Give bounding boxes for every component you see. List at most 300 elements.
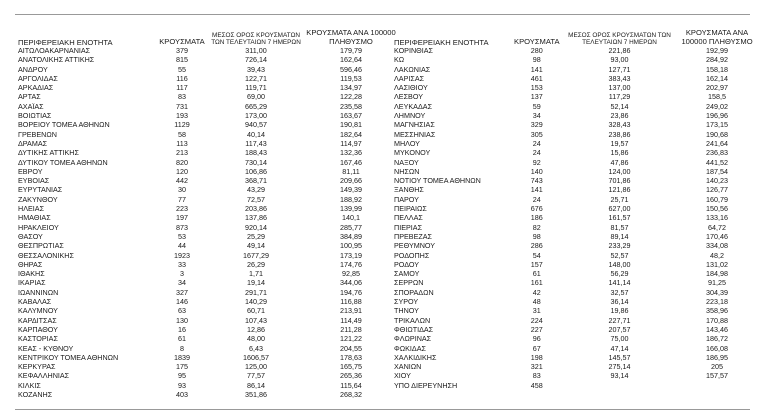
per100k-cell: 140,1 bbox=[342, 213, 360, 223]
cases-cell: 116 bbox=[176, 73, 188, 83]
avg-cell: 627,00 bbox=[608, 204, 631, 214]
cases-cell: 213 bbox=[176, 148, 188, 158]
region-cell: ΡΟΔΟΥ bbox=[394, 259, 420, 269]
avg-cell: 6,43 bbox=[249, 343, 263, 353]
per100k-header: ΚΡΟΥΣΜΑΤΑ ΑΝΑ 100000 ΠΛΗΘΥΣΜΟ bbox=[681, 28, 753, 46]
cases-header: ΚΡΟΥΣΜΑΤΑ bbox=[514, 36, 560, 46]
table-row bbox=[394, 46, 755, 55]
avg-cell: 19,57 bbox=[610, 138, 629, 148]
avg-cell: 121,86 bbox=[608, 185, 631, 195]
per100k-cell: 173,19 bbox=[340, 250, 362, 260]
cases-cell: 44 bbox=[178, 241, 186, 251]
avg-cell: 1606,57 bbox=[243, 352, 269, 362]
per100k-cell: 162,64 bbox=[340, 55, 362, 65]
table-row bbox=[18, 371, 396, 380]
avg-cell: 368,71 bbox=[245, 176, 267, 186]
region-cell: ΚΙΛΚΙΣ bbox=[18, 380, 41, 390]
region-cell: ΛΗΜΝΟΥ bbox=[394, 111, 426, 121]
cases-cell: 82 bbox=[532, 222, 541, 232]
avg-cell: 221,86 bbox=[608, 46, 631, 55]
per100k-cell: 384,89 bbox=[340, 231, 362, 241]
avg-cell: 117,43 bbox=[245, 138, 267, 148]
region-cell: ΦΩΚΙΔΑΣ bbox=[394, 343, 426, 353]
per100k-cell: 81,11 bbox=[342, 166, 360, 176]
table-row bbox=[18, 130, 396, 139]
table-row bbox=[18, 269, 396, 278]
region-cell: ΘΑΣΟΥ bbox=[18, 231, 43, 241]
cases-cell: 1839 bbox=[174, 352, 190, 362]
per100k-cell: 334,08 bbox=[706, 241, 729, 251]
avg-cell: 137,00 bbox=[608, 83, 631, 93]
region-cell: ΝΑΞΟΥ bbox=[394, 157, 419, 167]
region-cell: ΓΡΕΒΕΝΩΝ bbox=[18, 129, 57, 139]
avg-cell: 40,14 bbox=[247, 129, 265, 139]
per100k-cell: 115,64 bbox=[340, 380, 362, 390]
cases-cell: 92 bbox=[532, 157, 541, 167]
top-rule bbox=[15, 14, 750, 15]
cases-cell: 42 bbox=[532, 287, 541, 297]
avg-cell: 726,14 bbox=[245, 55, 267, 65]
avg-cell: 32,57 bbox=[610, 287, 629, 297]
region-cell: ΝΟΤΙΟΥ ΤΟΜΕΑ ΑΘΗΝΩΝ bbox=[394, 176, 481, 186]
avg-cell: 940,57 bbox=[245, 120, 267, 130]
per100k-cell: 133,16 bbox=[706, 213, 729, 223]
table-row bbox=[18, 55, 396, 64]
per100k-cell: 188,92 bbox=[340, 194, 362, 204]
per100k-cell: 596,46 bbox=[340, 64, 362, 74]
avg-cell: 72,57 bbox=[247, 194, 265, 204]
table-row bbox=[18, 83, 396, 92]
avg-cell: 52,14 bbox=[610, 101, 629, 111]
per100k-cell: 174,76 bbox=[340, 259, 362, 269]
table-row bbox=[394, 251, 755, 260]
region-cell: ΔΡΑΜΑΣ bbox=[18, 138, 48, 148]
region-cell: ΒΟΡΕΙΟΥ ΤΟΜΕΑ ΑΘΗΝΩΝ bbox=[18, 120, 110, 130]
region-cell: ΛΑΡΙΣΑΣ bbox=[394, 73, 425, 83]
table-row bbox=[394, 297, 755, 306]
cases-cell: 130 bbox=[176, 315, 188, 325]
cases-cell: 96 bbox=[532, 334, 541, 344]
table-row bbox=[394, 102, 755, 111]
region-cell: ΚΑΛΥΜΝΟΥ bbox=[18, 306, 58, 316]
region-cell: ΜΑΓΝΗΣΙΑΣ bbox=[394, 120, 435, 130]
region-cell: ΠΕΛΛΑΣ bbox=[394, 213, 423, 223]
table-row bbox=[18, 334, 396, 343]
region-cell: ΔΥΤΙΚΗΣ ΑΤΤΙΚΗΣ bbox=[18, 148, 79, 158]
region-cell: ΜΕΣΣΗΝΙΑΣ bbox=[394, 129, 436, 139]
region-cell: ΗΛΕΙΑΣ bbox=[18, 204, 45, 214]
cases-cell: 327 bbox=[176, 287, 188, 297]
table-row bbox=[394, 316, 755, 325]
region-cell: ΜΗΛΟΥ bbox=[394, 138, 420, 148]
per100k-cell: 268,32 bbox=[340, 389, 362, 399]
region-cell: ΑΙΤΩΛΟΑΚΑΡΝΑΝΙΑΣ bbox=[18, 46, 91, 55]
table-row bbox=[394, 176, 755, 185]
per100k-header: ΚΡΟΥΣΜΑΤΑ ΑΝΑ 100000 ΠΛΗΘΥΣΜΟ bbox=[306, 28, 396, 46]
per100k-cell: 186,95 bbox=[706, 352, 729, 362]
per100k-cell: 119,53 bbox=[340, 73, 362, 83]
per100k-cell: 205 bbox=[711, 362, 724, 372]
avg-cell: 75,00 bbox=[610, 334, 629, 344]
table-row bbox=[394, 213, 755, 222]
cases-cell: 61 bbox=[532, 269, 541, 279]
region-cell: ΠΡΕΒΕΖΑΣ bbox=[394, 231, 432, 241]
avg-cell: 89,14 bbox=[610, 231, 629, 241]
per100k-cell: 170,88 bbox=[706, 315, 729, 325]
table-row bbox=[18, 362, 396, 371]
cases-cell: 120 bbox=[176, 166, 188, 176]
table-row bbox=[394, 185, 755, 194]
region-cell: ΧΑΝΙΩΝ bbox=[394, 362, 422, 372]
table-row bbox=[394, 353, 755, 362]
table-row bbox=[18, 251, 396, 260]
avg-cell: 920,14 bbox=[245, 222, 267, 232]
cases-cell: 83 bbox=[178, 92, 186, 102]
region-cell: ΑΡΤΑΣ bbox=[18, 92, 41, 102]
right-table-body bbox=[394, 46, 755, 390]
per100k-cell: 114,97 bbox=[340, 138, 362, 148]
left-table bbox=[18, 24, 396, 399]
cases-cell: 286 bbox=[530, 241, 543, 251]
region-cell: ΚΕΡΚΥΡΑΣ bbox=[18, 362, 56, 372]
cases-cell: 224 bbox=[530, 315, 543, 325]
cases-cell: 53 bbox=[178, 231, 186, 241]
table-row bbox=[18, 74, 396, 83]
cases-cell: 146 bbox=[176, 297, 188, 307]
avg-cell: 49,14 bbox=[247, 241, 265, 251]
per100k-cell: 100,95 bbox=[340, 241, 362, 251]
header-row bbox=[394, 24, 755, 46]
cases-cell: 63 bbox=[178, 306, 186, 316]
region-cell: ΞΑΝΘΗΣ bbox=[394, 185, 424, 195]
avg-cell: 383,43 bbox=[608, 73, 631, 83]
cases-cell: 305 bbox=[530, 129, 543, 139]
per100k-cell: 114,49 bbox=[340, 315, 362, 325]
avg-cell: 145,57 bbox=[608, 352, 631, 362]
table-row bbox=[394, 278, 755, 287]
table-row bbox=[18, 297, 396, 306]
region-cell: ΑΡΚΑΔΙΑΣ bbox=[18, 83, 54, 93]
per100k-cell: 48,2 bbox=[710, 250, 725, 260]
table-row bbox=[394, 92, 755, 101]
per100k-cell: 167,46 bbox=[340, 157, 362, 167]
per100k-cell: 194,76 bbox=[340, 287, 362, 297]
avg-cell: 351,86 bbox=[245, 389, 267, 399]
table-row bbox=[394, 158, 755, 167]
region-cell: ΡΕΘΥΜΝΟΥ bbox=[394, 241, 436, 251]
table-row bbox=[394, 120, 755, 129]
table-row bbox=[394, 241, 755, 250]
table-row bbox=[394, 65, 755, 74]
avg-cell: 56,29 bbox=[610, 269, 629, 279]
cases-cell: 58 bbox=[178, 129, 186, 139]
cases-cell: 48 bbox=[532, 297, 541, 307]
table-row bbox=[18, 158, 396, 167]
per100k-cell: 304,39 bbox=[706, 287, 729, 297]
table-row bbox=[18, 344, 396, 353]
table-row bbox=[18, 176, 396, 185]
region-cell: ΗΜΑΘΙΑΣ bbox=[18, 213, 51, 223]
table-row bbox=[18, 241, 396, 250]
region-cell: ΚΑΡΠΑΘΟΥ bbox=[18, 324, 58, 334]
region-cell: ΚΕΝΤΡΙΚΟΥ ΤΟΜΕΑ ΑΘΗΝΩΝ bbox=[18, 352, 119, 362]
cases-header: ΚΡΟΥΣΜΑΤΑ bbox=[159, 36, 205, 46]
region-cell: ΖΑΚΥΝΘΟΥ bbox=[18, 194, 58, 204]
cases-cell: 379 bbox=[176, 46, 188, 55]
per100k-cell: 344,06 bbox=[340, 278, 362, 288]
cases-cell: 24 bbox=[532, 138, 541, 148]
avg-cell: 188,43 bbox=[245, 148, 267, 158]
cases-cell: 34 bbox=[532, 111, 541, 121]
table-row bbox=[18, 65, 396, 74]
region-cell: ΑΧΑΪΑΣ bbox=[18, 101, 44, 111]
avg-cell: 77,57 bbox=[247, 371, 265, 381]
per100k-cell: 182,64 bbox=[340, 129, 362, 139]
region-cell: ΤΡΙΚΑΛΩΝ bbox=[394, 315, 431, 325]
table-row bbox=[18, 120, 396, 129]
avg-cell: 311,00 bbox=[245, 46, 267, 55]
per100k-cell: 116,88 bbox=[340, 297, 362, 307]
cases-cell: 186 bbox=[530, 213, 543, 223]
avg-cell: 122,71 bbox=[245, 73, 267, 83]
region-cell: ΑΡΓΟΛΙΔΑΣ bbox=[18, 73, 58, 83]
avg-cell: 39,43 bbox=[247, 64, 265, 74]
per100k-cell: 441,52 bbox=[706, 157, 729, 167]
avg-cell: 12,86 bbox=[247, 324, 265, 334]
per100k-cell: 190,81 bbox=[340, 120, 362, 130]
per100k-cell: 64,72 bbox=[708, 222, 727, 232]
table-row bbox=[18, 111, 396, 120]
cases-cell: 54 bbox=[532, 250, 541, 260]
table-row bbox=[394, 344, 755, 353]
avg-cell: 328,43 bbox=[608, 120, 631, 130]
avg-cell: 148,00 bbox=[608, 259, 631, 269]
region-cell: ΛΕΥΚΑΔΑΣ bbox=[394, 101, 433, 111]
table-row bbox=[394, 325, 755, 334]
table-row bbox=[394, 269, 755, 278]
region-cell: ΝΗΣΩΝ bbox=[394, 166, 420, 176]
table-row bbox=[18, 260, 396, 269]
region-cell: ΑΝΔΡΟΥ bbox=[18, 64, 48, 74]
per100k-cell: 192,99 bbox=[706, 46, 729, 55]
cases-cell: 743 bbox=[530, 176, 543, 186]
per100k-cell: 132,36 bbox=[340, 148, 362, 158]
per100k-cell: 150,56 bbox=[706, 204, 729, 214]
region-cell: ΧΙΟΥ bbox=[394, 371, 411, 381]
per100k-cell: 184,98 bbox=[706, 269, 729, 279]
region-cell: ΛΑΚΩΝΙΑΣ bbox=[394, 64, 431, 74]
avg-header: ΜΕΣΟΣ ΟΡΟΣ ΚΡΟΥΣΜΑΤΩΝ ΤΩΝ ΤΕΛΕΥΤΑΙΩΝ 7 ΗΜΕΡΩΝ bbox=[211, 32, 301, 46]
region-cell: ΦΛΩΡΙΝΑΣ bbox=[394, 334, 432, 344]
per100k-cell: 249,02 bbox=[706, 101, 729, 111]
region-cell: ΤΗΝΟΥ bbox=[394, 306, 419, 316]
table-row bbox=[18, 288, 396, 297]
table-row bbox=[18, 223, 396, 232]
table-row bbox=[18, 185, 396, 194]
region-cell: ΚΑΣΤΟΡΙΑΣ bbox=[18, 334, 58, 344]
region-cell: ΣΥΡΟΥ bbox=[394, 297, 419, 307]
region-cell: ΘΕΣΣΑΛΟΝΙΚΗΣ bbox=[18, 250, 74, 260]
cases-cell: 34 bbox=[178, 278, 186, 288]
table-row bbox=[18, 213, 396, 222]
table-row bbox=[18, 167, 396, 176]
region-cell: ΚΩ bbox=[394, 55, 405, 65]
cases-cell: 67 bbox=[532, 343, 541, 353]
cases-cell: 140 bbox=[530, 166, 543, 176]
per100k-cell: 235,58 bbox=[340, 101, 362, 111]
cases-cell: 1923 bbox=[174, 250, 190, 260]
cases-cell: 280 bbox=[530, 46, 543, 55]
avg-cell: 93,14 bbox=[610, 371, 629, 381]
avg-cell: 117,29 bbox=[608, 92, 631, 102]
avg-cell: 48,00 bbox=[247, 334, 265, 344]
avg-cell: 238,86 bbox=[608, 129, 631, 139]
avg-cell: 140,29 bbox=[245, 297, 267, 307]
region-cell: ΚΕΑΣ - ΚΥΘΝΟΥ bbox=[18, 343, 74, 353]
region-cell: ΙΚΑΡΙΑΣ bbox=[18, 278, 46, 288]
region-cell: ΙΘΑΚΗΣ bbox=[18, 269, 45, 279]
table-row bbox=[18, 325, 396, 334]
region-cell: ΠΙΕΡΙΑΣ bbox=[394, 222, 423, 232]
per100k-cell: 134,97 bbox=[340, 83, 362, 93]
region-cell: ΣΠΟΡΑΔΩΝ bbox=[394, 287, 434, 297]
cases-cell: 731 bbox=[176, 101, 188, 111]
region-cell: ΗΡΑΚΛΕΙΟΥ bbox=[18, 222, 59, 232]
left-table-body bbox=[18, 46, 396, 399]
table-row bbox=[18, 353, 396, 362]
avg-cell: 730,14 bbox=[245, 157, 267, 167]
region-cell: ΣΕΡΡΩΝ bbox=[394, 278, 424, 288]
table-row bbox=[18, 102, 396, 111]
per100k-cell: 179,79 bbox=[340, 46, 362, 55]
cases-cell: 458 bbox=[530, 380, 543, 390]
avg-cell: 275,14 bbox=[608, 362, 631, 372]
region-cell: ΧΑΛΚΙΔΙΚΗΣ bbox=[394, 352, 437, 362]
cases-cell: 61 bbox=[178, 334, 186, 344]
table-row bbox=[394, 334, 755, 343]
table-row bbox=[18, 204, 396, 213]
region-cell: ΚΟΡΙΝΘΙΑΣ bbox=[394, 46, 433, 55]
region-cell: ΚΑΒΑΛΑΣ bbox=[18, 297, 52, 307]
avg-cell: 107,43 bbox=[245, 315, 267, 325]
avg-cell: 86,14 bbox=[247, 380, 265, 390]
per100k-cell: 170,46 bbox=[706, 231, 729, 241]
table-row bbox=[18, 92, 396, 101]
per100k-cell: 160,79 bbox=[706, 194, 729, 204]
region-cell: ΚΕΦΑΛΛΗΝΙΑΣ bbox=[18, 371, 70, 381]
region-cell: ΔΥΤΙΚΟΥ ΤΟΜΕΑ ΑΘΗΝΩΝ bbox=[18, 157, 108, 167]
per100k-cell: 178,63 bbox=[340, 352, 362, 362]
cases-cell: 3 bbox=[180, 269, 184, 279]
avg-cell: 25,29 bbox=[247, 231, 265, 241]
per100k-cell: 131,02 bbox=[706, 259, 729, 269]
region-cell: ΜΥΚΟΝΟΥ bbox=[394, 148, 431, 158]
avg-cell: 36,14 bbox=[610, 297, 629, 307]
table-row bbox=[18, 306, 396, 315]
per100k-cell: 166,08 bbox=[706, 343, 729, 353]
cases-cell: 442 bbox=[176, 176, 188, 186]
cases-cell: 95 bbox=[178, 371, 186, 381]
cases-cell: 98 bbox=[532, 231, 541, 241]
avg-cell: 23,86 bbox=[610, 111, 629, 121]
cases-cell: 676 bbox=[530, 204, 543, 214]
region-cell: ΥΠΟ ΔΙΕΡΕΥΝΗΣΗ bbox=[394, 380, 458, 390]
cases-cell: 98 bbox=[532, 55, 541, 65]
cases-cell: 55 bbox=[178, 64, 186, 74]
region-header: ΠΕΡΙΦΕΡΕΙΑΚΗ ΕΝΟΤΗΤΑ bbox=[18, 38, 113, 47]
table-row bbox=[18, 390, 396, 399]
table-row bbox=[394, 148, 755, 157]
per100k-cell: 162,14 bbox=[706, 73, 729, 83]
per100k-cell: 157,57 bbox=[706, 371, 729, 381]
table-row bbox=[394, 74, 755, 83]
table-row bbox=[18, 195, 396, 204]
avg-cell: 141,14 bbox=[608, 278, 631, 288]
table-row bbox=[394, 288, 755, 297]
avg-cell: 127,71 bbox=[608, 64, 631, 74]
table-row bbox=[394, 83, 755, 92]
per100k-cell: 204,55 bbox=[340, 343, 362, 353]
per100k-cell: 202,97 bbox=[706, 83, 729, 93]
per100k-cell: 211,28 bbox=[340, 324, 362, 334]
region-cell: ΙΩΑΝΝΙΝΩΝ bbox=[18, 287, 59, 297]
per100k-cell: 158,18 bbox=[706, 64, 729, 74]
region-cell: ΠΑΡΟΥ bbox=[394, 194, 419, 204]
avg-cell: 19,86 bbox=[610, 306, 629, 316]
cases-cell: 321 bbox=[530, 362, 543, 372]
region-cell: ΡΟΔΟΠΗΣ bbox=[394, 250, 430, 260]
cases-cell: 197 bbox=[176, 213, 188, 223]
region-cell: ΚΑΡΔΙΤΣΑΣ bbox=[18, 315, 57, 325]
cases-cell: 873 bbox=[176, 222, 188, 232]
cases-cell: 83 bbox=[532, 371, 541, 381]
cases-cell: 198 bbox=[530, 352, 543, 362]
avg-cell: 173,00 bbox=[245, 111, 267, 121]
cases-cell: 227 bbox=[530, 324, 543, 334]
per100k-cell: 236,83 bbox=[706, 148, 729, 158]
avg-cell: 15,86 bbox=[610, 148, 629, 158]
per100k-cell: 158,5 bbox=[708, 92, 727, 102]
table-row bbox=[394, 223, 755, 232]
avg-cell: 124,00 bbox=[608, 166, 631, 176]
per100k-cell: 190,68 bbox=[706, 129, 729, 139]
table-row bbox=[18, 316, 396, 325]
cases-cell: 820 bbox=[176, 157, 188, 167]
per100k-cell: 209,66 bbox=[340, 176, 362, 186]
region-cell: ΑΝΑΤΟΛΙΚΗΣ ΑΤΤΙΚΗΣ bbox=[18, 55, 95, 65]
avg-cell: 19,14 bbox=[247, 278, 265, 288]
table-row bbox=[18, 139, 396, 148]
cases-cell: 16 bbox=[178, 324, 186, 334]
cases-cell: 329 bbox=[530, 120, 543, 130]
avg-cell: 1,71 bbox=[249, 269, 263, 279]
avg-cell: 93,00 bbox=[610, 55, 629, 65]
avg-cell: 161,57 bbox=[608, 213, 631, 223]
cases-cell: 815 bbox=[176, 55, 188, 65]
per100k-cell: 265,36 bbox=[340, 371, 362, 381]
cases-cell: 1129 bbox=[174, 120, 190, 130]
avg-cell bbox=[560, 381, 680, 390]
table-row bbox=[394, 381, 755, 390]
avg-cell: 60,71 bbox=[247, 306, 265, 316]
region-cell: ΘΕΣΠΡΩΤΙΑΣ bbox=[18, 241, 64, 251]
per100k-cell: 121,22 bbox=[340, 334, 362, 344]
region-cell: ΛΕΣΒΟΥ bbox=[394, 92, 423, 102]
avg-cell: 25,71 bbox=[610, 194, 629, 204]
region-cell: ΕΒΡΟΥ bbox=[18, 166, 43, 176]
cases-cell: 137 bbox=[530, 92, 543, 102]
region-cell: ΕΥΡΥΤΑΝΙΑΣ bbox=[18, 185, 63, 195]
